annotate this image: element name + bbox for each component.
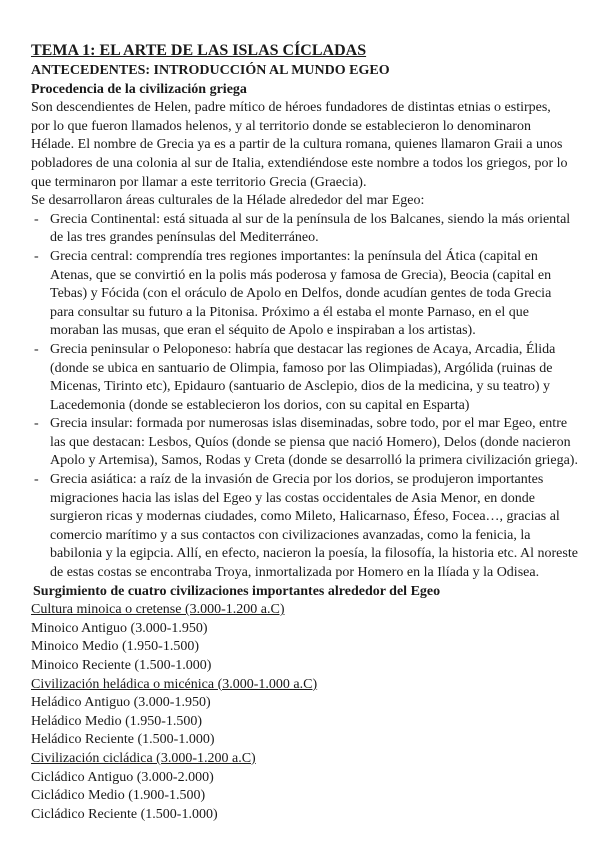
civilization-name: Cultura minoica o cretense (3.000-1.200 a.C) (31, 602, 285, 618)
civilization-list (31, 601, 591, 824)
text-line: Grecia Continental: está situada al sur de la península de los Balcanes, siendo la más oriental (50, 211, 571, 227)
list-item (31, 415, 591, 471)
text-line: babilonia y la egipcia. Allí, en efecto, nacieron la poesía, la filosofía, la historia etc. Al noreste (50, 546, 578, 562)
text-line: Grecia peninsular o Peloponeso: habría que destacar las regiones de Acaya, Arcadia, Élida (50, 341, 556, 357)
bullet-dash: - (34, 472, 39, 488)
period-item: Minoico Reciente (1.500-1.000) (31, 658, 212, 673)
text-line: migraciones hacia las islas del Egeo y las costas occidentales de Asia Menor, en donde (50, 490, 536, 506)
text-line: las que destacan: Lesbos, Quíos (donde se piensa que nació Homero), Delos (donde nacieron (50, 434, 571, 450)
list-item (31, 341, 591, 415)
section-heading-procedencia: Procedencia de la civilización griega (31, 81, 247, 97)
civilization-name: Civilización heládica o micénica (3.000-1.000 a.C) (31, 676, 318, 692)
period-item: Cicládico Medio (1.900-1.500) (31, 788, 206, 804)
text-line: Atenas, que se convirtió en la polis más poderosa y famosa de Grecia), Beocia (capital en (50, 267, 552, 283)
text-line: (donde se ubica en santuario de Olimpia, famoso por las Olimpiadas), Argólida (ruinas de (50, 360, 553, 376)
bullet-dash: - (34, 211, 39, 227)
text-line: que terminaron por llamar a este territorio Grecia (Graecia). (31, 174, 367, 190)
period-item: Minoico Medio (1.950-1.500) (31, 639, 199, 655)
civilization-name: Civilización cicládica (3.000-1.200 a.C) (31, 750, 256, 766)
list-item (31, 471, 591, 583)
period-item: Heládico Antiguo (3.000-1.950) (31, 695, 211, 711)
text-line: Grecia asiática: a raíz de la invasión de Grecia por los dorios, se produjeron importantes (50, 472, 544, 488)
bullet-list (31, 211, 591, 583)
text-line: para consultar su futuro a la Pitonisa. Próximo a él estaba el monte Parnaso, en el que (50, 304, 529, 320)
text-line: por lo que fueron llamados helenos, y al territorio donde se establecieron lo denominaron (31, 118, 531, 134)
text-line: Micenas, Tirinto etc), Epidauro (santuario de Asclepio, dios de la medicina, y su teatro) y (50, 379, 550, 395)
text-line: pobladores de una colonia al sur de Italia, extendiéndose este nombre a todos los griegos, por lo (31, 155, 568, 171)
bullet-dash: - (34, 248, 39, 264)
text-line: Grecia insular: formada por numerosas islas diseminadas, sobre todo, por el mar Egeo, entre (50, 416, 568, 432)
period-item: Cicládico Reciente (1.500-1.000) (31, 806, 218, 822)
text-line: surgieron ricas y modernas ciudades, como Mileto, Halicarnaso, Éfeso, Focea…, gracias al (50, 509, 560, 525)
list-item (31, 211, 591, 248)
paragraph-procedencia (31, 99, 591, 192)
bullet-dash: - (34, 341, 39, 357)
period-item: Minoico Antiguo (3.000-1.950) (31, 620, 208, 636)
text-line: Son descendientes de Helen, padre mítico de héroes fundadores de distintas etnias o estirpes, (31, 100, 551, 116)
bullet-dash: - (34, 416, 39, 432)
list-item (31, 248, 591, 341)
period-item: Cicládico Antiguo (3.000-2.000) (31, 769, 214, 785)
text-line: Tebas) y Fócida (con el oráculo de Apolo en Delfos, donde acudían gentes de toda Grecia (50, 286, 552, 302)
text-line: Apolo y Artemisa), Samos, Rodas y Creta (donde se desarrolló la primera civilización griega). (50, 453, 578, 469)
text-line: moraban las musas, que eran el séquito de Apolo e inspiraban a los artistas). (50, 323, 476, 339)
section-heading-surgimiento: Surgimiento de cuatro civilizaciones importantes alrededor del Egeo (33, 583, 441, 599)
document-page (31, 40, 591, 824)
text-line: comercio marítimo y a sus contactos con civilizaciones avanzadas, como la fenicia, la (50, 527, 531, 543)
text-line: Grecia central: comprendía tres regiones importantes: la península del Ática (capital en (50, 248, 538, 264)
document-title: TEMA 1: EL ARTE DE LAS ISLAS CÍCLADAS (31, 42, 367, 59)
text-line: Lacedemonia (donde se establecieron los dorios, con su capital en Esparta) (50, 397, 470, 413)
period-item: Heládico Reciente (1.500-1.000) (31, 732, 215, 748)
subtitle: ANTECEDENTES: INTRODUCCIÓN AL MUNDO EGEO (31, 63, 390, 78)
areas-intro: Se desarrollaron áreas culturales de la Hélade alrededor del mar Egeo: (31, 193, 425, 209)
period-item: Heládico Medio (1.950-1.500) (31, 713, 203, 729)
text-line: Hélade. El nombre de Grecia ya es a partir de la cultura romana, quienes llamaron Graii a unos (31, 137, 563, 153)
text-line: de las tres grandes penínsulas del Mediterráneo. (50, 230, 319, 246)
text-line: de estas costas se encontraba Troya, inmortalizada por Homero en la Ilíada y la Odisea. (50, 565, 540, 581)
